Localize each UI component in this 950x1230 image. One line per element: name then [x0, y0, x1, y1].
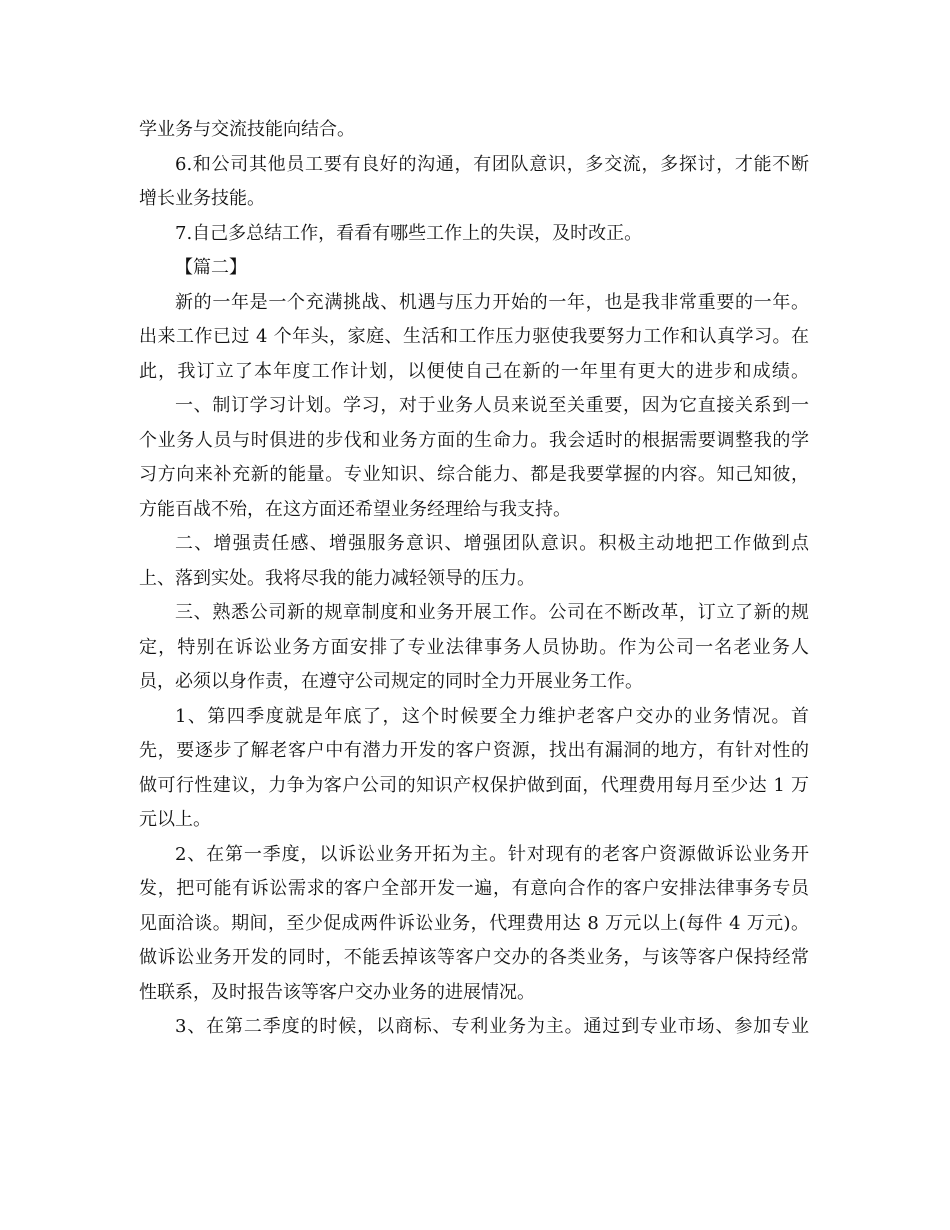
text-line: 上、落到实处。我将尽我的能力减轻领导的压力。	[139, 567, 535, 589]
document-body	[139, 113, 809, 1045]
text-line: 见面洽谈。期间，至少促成两件诉讼业务，代理费用达 8 万元以上(每件 4 万元)。	[139, 912, 809, 934]
text-line: 1、第四季度就是年底了，这个时候要全力维护老客户交办的业务情况。首	[175, 705, 809, 727]
text-line: 个业务人员与时俱进的步伐和业务方面的生命力。我会适时的根据需要调整我的学	[139, 429, 809, 451]
text-line: 三、熟悉公司新的规章制度和业务开展工作。公司在不断改革，订立了新的规	[175, 602, 809, 623]
text-line: 发，把可能有诉讼需求的客户全部开发一遍，有意向合作的客户安排法律事务专员	[139, 878, 809, 899]
text-line: 做可行性建议，力争为客户公司的知识产权保护做到面，代理费用每月至少达 1 万	[139, 774, 809, 796]
text-line: 先，要逐步了解老客户中有潜力开发的客户资源，找出有漏洞的地方，有针对性的	[139, 740, 809, 761]
text-line: 元以上。	[139, 809, 211, 830]
text-line: 习方向来补充新的能量。专业知识、综合能力、都是我要掌握的内容。知己知彼，	[139, 464, 809, 485]
section-heading: 【篇二】	[175, 257, 247, 278]
text-line: 3、在第二季度的时候，以商标、专利业务为主。通过到专业市场、参加专业	[175, 1016, 809, 1037]
text-line: 6.和公司其他员工要有良好的沟通，有团队意识，多交流，多探讨，才能不断	[175, 153, 809, 175]
text-line: 此，我订立了本年度工作计划，以便使自己在新的一年里有更大的进步和成绩。	[139, 360, 809, 382]
text-line: 二、增强责任感、增强服务意识、增强团队意识。积极主动地把工作做到点	[175, 533, 809, 554]
text-line: 出来工作已过 4 个年头，家庭、生活和工作压力驱使我要努力工作和认真学习。在	[139, 326, 809, 347]
text-line: 7.自己多总结工作，看看有哪些工作上的失误，及时改正。	[175, 222, 643, 244]
text-line: 员，必须以身作责，在遵守公司规定的同时全力开展业务工作。	[139, 671, 643, 692]
text-line: 2、在第一季度，以诉讼业务开拓为主。针对现有的老客户资源做诉讼业务开	[175, 843, 809, 865]
text-line: 一、制订学习计划。学习，对于业务人员来说至关重要，因为它直接关系到一	[175, 395, 809, 416]
text-line: 做诉讼业务开发的同时，不能丢掉该等客户交办的各类业务，与该等客户保持经常	[139, 947, 809, 968]
text-line: 新的一年是一个充满挑战、机遇与压力开始的一年，也是我非常重要的一年。	[175, 291, 809, 313]
text-line: 性联系，及时报告该等客户交办业务的进展情况。	[139, 981, 535, 1003]
text-line: 增长业务技能。	[139, 188, 265, 209]
text-line: 学业务与交流技能向结合。	[139, 119, 355, 140]
text-line: 方能百战不殆，在这方面还希望业务经理给与我支持。	[139, 498, 571, 520]
text-line: 定，特别在诉讼业务方面安排了专业法律事务人员协助。作为公司一名老业务人	[139, 636, 809, 658]
